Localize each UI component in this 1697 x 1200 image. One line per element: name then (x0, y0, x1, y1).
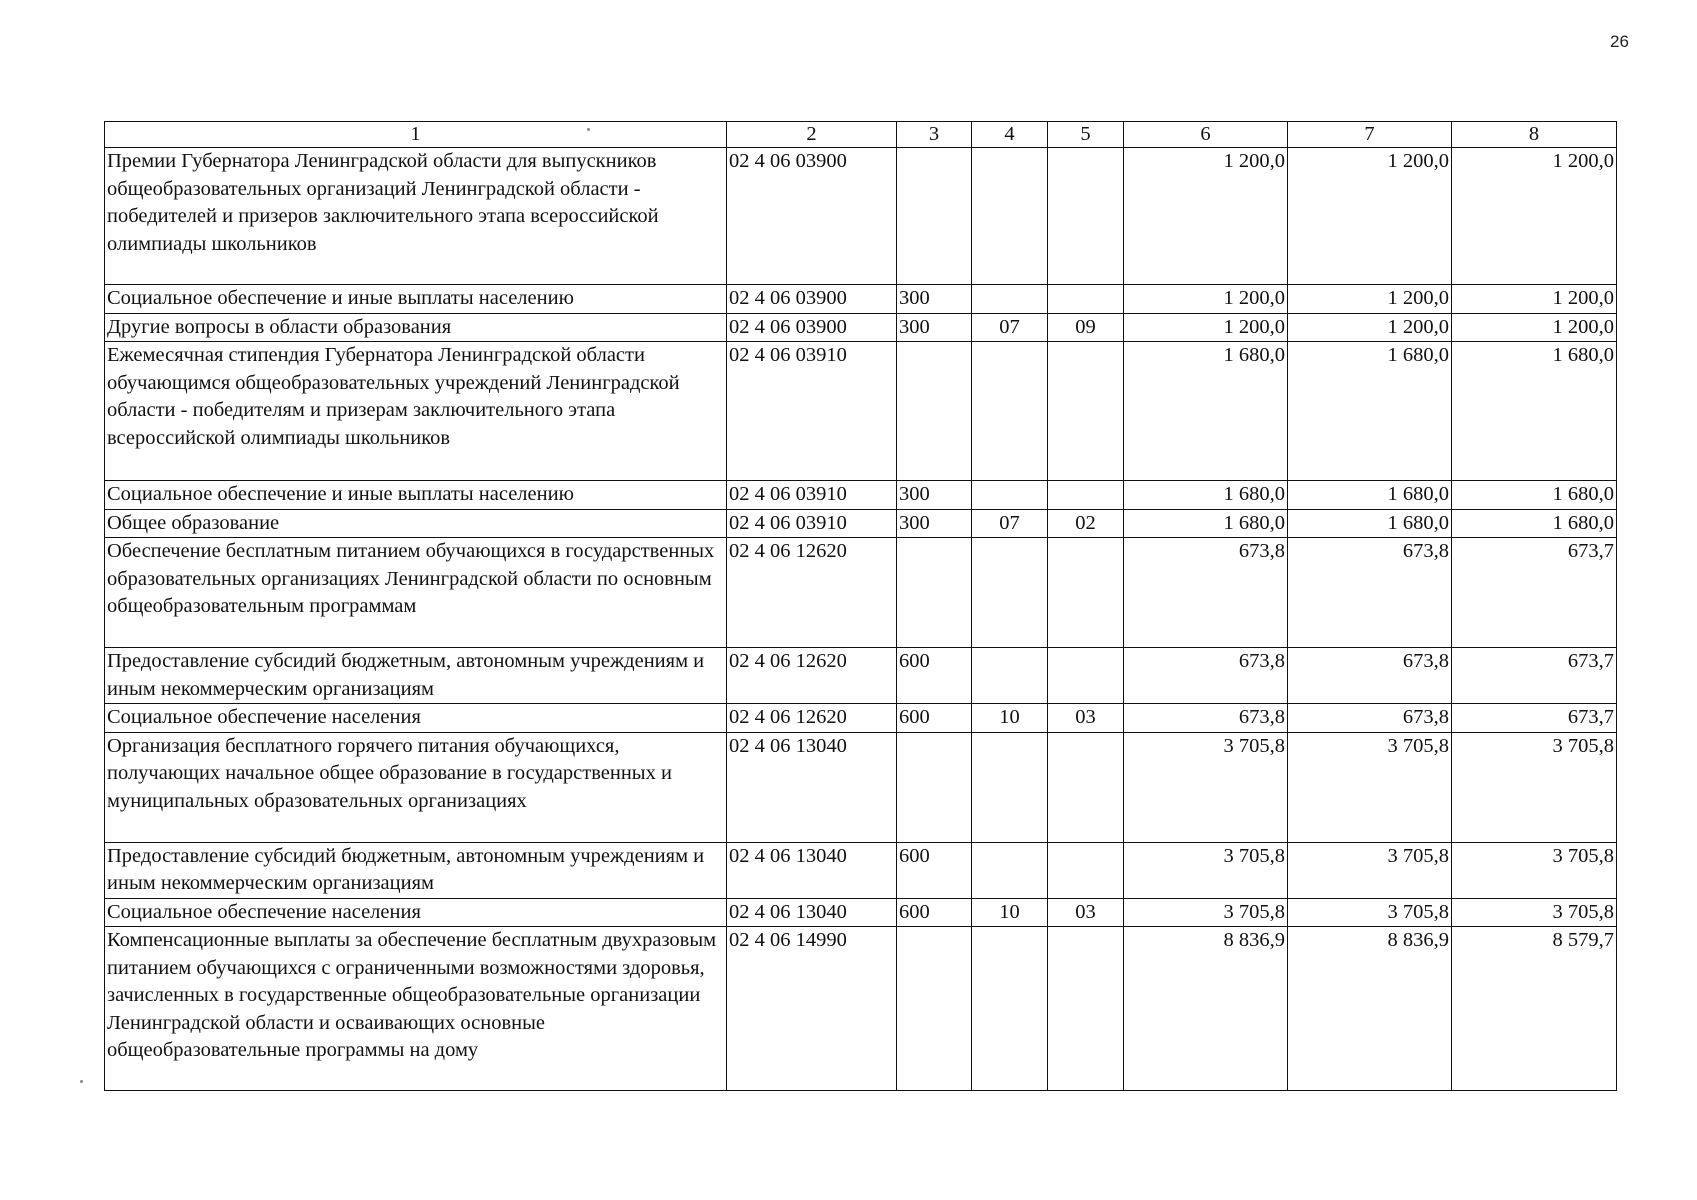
row-value-7: 1 680,0 (1288, 481, 1452, 510)
row-subsection (1048, 148, 1124, 285)
row-section (972, 927, 1048, 1091)
row-section (972, 148, 1048, 285)
row-subsection (1048, 842, 1124, 898)
row-value-8: 1 200,0 (1452, 148, 1617, 285)
row-subsection: 02 (1048, 509, 1124, 538)
row-code: 02 4 06 03910 (727, 509, 897, 538)
row-code: 02 4 06 13040 (727, 898, 897, 927)
row-value-7: 1 680,0 (1288, 342, 1452, 481)
row-value-8: 3 705,8 (1452, 842, 1617, 898)
table-row (105, 342, 1617, 481)
row-type-code: 300 (897, 481, 972, 510)
budget-table (104, 121, 1617, 1091)
row-value-8: 1 680,0 (1452, 481, 1617, 510)
table-row (105, 648, 1617, 704)
header-cell: 1 (105, 122, 727, 148)
row-section: 10 (972, 898, 1048, 927)
row-subsection (1048, 285, 1124, 314)
row-code: 02 4 06 03900 (727, 313, 897, 342)
row-code: 02 4 06 03900 (727, 148, 897, 285)
row-type-code: 600 (897, 704, 972, 733)
row-value-8: 1 200,0 (1452, 285, 1617, 314)
row-code: 02 4 06 03910 (727, 481, 897, 510)
row-section (972, 648, 1048, 704)
table-row (105, 313, 1617, 342)
row-type-code (897, 732, 972, 842)
row-value-6: 1 200,0 (1124, 285, 1288, 314)
row-name: Ежемесячная стипендия Губернатора Ленинградской области обучающимся общеобразовательных учреждений Ленинградской области - победителям и призерам заключительного этапа всероссийской олимпиады школьников (105, 342, 727, 481)
row-name: Обеспечение бесплатным питанием обучающихся в государственных образовательных организациях Ленинградской области по основным общеобразовательным программам (105, 538, 727, 648)
row-name: Социальное обеспечение населения (105, 898, 727, 927)
row-code: 02 4 06 14990 (727, 927, 897, 1091)
row-value-8: 673,7 (1452, 704, 1617, 733)
row-value-6: 3 705,8 (1124, 842, 1288, 898)
row-type-code: 600 (897, 898, 972, 927)
row-value-8: 673,7 (1452, 648, 1617, 704)
row-section: 10 (972, 704, 1048, 733)
row-code: 02 4 06 03910 (727, 342, 897, 481)
scan-speck (80, 1080, 83, 1083)
table-row (105, 927, 1617, 1091)
header-cell: 2 (727, 122, 897, 148)
row-value-6: 673,8 (1124, 648, 1288, 704)
row-name: Предоставление субсидий бюджетным, автономным учреждениям и иным некоммерческим организациям (105, 648, 727, 704)
row-subsection (1048, 538, 1124, 648)
row-code: 02 4 06 03900 (727, 285, 897, 314)
table-row (105, 704, 1617, 733)
row-subsection: 03 (1048, 704, 1124, 733)
header-cell: 3 (897, 122, 972, 148)
row-type-code: 300 (897, 313, 972, 342)
row-section (972, 538, 1048, 648)
row-name: Социальное обеспечение и иные выплаты населению (105, 285, 727, 314)
row-subsection (1048, 648, 1124, 704)
row-subsection: 09 (1048, 313, 1124, 342)
table-row (105, 842, 1617, 898)
row-section (972, 285, 1048, 314)
row-name: Организация бесплатного горячего питания обучающихся, получающих начальное общее образование в государственных и муниципальных образовательных организациях (105, 732, 727, 842)
row-name: Компенсационные выплаты за обеспечение бесплатным двухразовым питанием обучающихся с ограниченными возможностями здоровья, зачисленных в государственные общеобразовательные организации Ленинградской области и осваивающих основные общеобразовательные программы на дому (105, 927, 727, 1091)
row-value-7: 3 705,8 (1288, 898, 1452, 927)
header-cell: 6 (1124, 122, 1288, 148)
row-name: Предоставление субсидий бюджетным, автономным учреждениям и иным некоммерческим организациям (105, 842, 727, 898)
row-value-8: 1 680,0 (1452, 509, 1617, 538)
row-section: 07 (972, 313, 1048, 342)
row-subsection (1048, 481, 1124, 510)
header-row (105, 122, 1617, 148)
row-name: Общее образование (105, 509, 727, 538)
row-value-7: 8 836,9 (1288, 927, 1452, 1091)
row-code: 02 4 06 12620 (727, 704, 897, 733)
row-value-6: 3 705,8 (1124, 732, 1288, 842)
row-value-7: 673,8 (1288, 704, 1452, 733)
row-section: 07 (972, 509, 1048, 538)
row-value-7: 1 200,0 (1288, 313, 1452, 342)
row-type-code: 600 (897, 842, 972, 898)
header-cell: 8 (1452, 122, 1617, 148)
row-value-8: 3 705,8 (1452, 732, 1617, 842)
page-number: 26 (1610, 32, 1629, 51)
row-section (972, 342, 1048, 481)
row-section (972, 732, 1048, 842)
row-value-6: 673,8 (1124, 538, 1288, 648)
table-row (105, 285, 1617, 314)
row-name: Другие вопросы в области образования (105, 313, 727, 342)
row-type-code (897, 538, 972, 648)
row-subsection (1048, 927, 1124, 1091)
row-code: 02 4 06 13040 (727, 732, 897, 842)
row-type-code: 300 (897, 509, 972, 538)
row-name: Социальное обеспечение населения (105, 704, 727, 733)
row-value-6: 1 200,0 (1124, 313, 1288, 342)
table-row (105, 732, 1617, 842)
row-value-8: 3 705,8 (1452, 898, 1617, 927)
table-row (105, 481, 1617, 510)
row-subsection (1048, 342, 1124, 481)
row-value-7: 1 200,0 (1288, 148, 1452, 285)
row-value-6: 1 680,0 (1124, 481, 1288, 510)
row-value-7: 3 705,8 (1288, 842, 1452, 898)
row-value-8: 8 579,7 (1452, 927, 1617, 1091)
row-value-8: 1 200,0 (1452, 313, 1617, 342)
row-value-7: 673,8 (1288, 648, 1452, 704)
row-section (972, 481, 1048, 510)
row-value-6: 8 836,9 (1124, 927, 1288, 1091)
table-row (105, 538, 1617, 648)
row-value-7: 3 705,8 (1288, 732, 1452, 842)
row-type-code (897, 927, 972, 1091)
row-type-code: 300 (897, 285, 972, 314)
header-cell: 7 (1288, 122, 1452, 148)
row-subsection (1048, 732, 1124, 842)
header-cell: 4 (972, 122, 1048, 148)
row-value-6: 3 705,8 (1124, 898, 1288, 927)
row-code: 02 4 06 12620 (727, 538, 897, 648)
row-code: 02 4 06 13040 (727, 842, 897, 898)
table-row (105, 148, 1617, 285)
row-value-8: 673,7 (1452, 538, 1617, 648)
row-value-7: 1 200,0 (1288, 285, 1452, 314)
row-value-6: 1 680,0 (1124, 342, 1288, 481)
row-type-code (897, 148, 972, 285)
row-value-6: 673,8 (1124, 704, 1288, 733)
row-type-code (897, 342, 972, 481)
table-row (105, 898, 1617, 927)
row-type-code: 600 (897, 648, 972, 704)
row-value-6: 1 200,0 (1124, 148, 1288, 285)
row-value-6: 1 680,0 (1124, 509, 1288, 538)
row-value-7: 1 680,0 (1288, 509, 1452, 538)
table-row (105, 509, 1617, 538)
row-name: Премии Губернатора Ленинградской области для выпускников общеобразовательных организаций Ленинградской области - победителей и призеров заключительного этапа всероссийской олимпиады школьников (105, 148, 727, 285)
header-cell: 5 (1048, 122, 1124, 148)
row-section (972, 842, 1048, 898)
row-value-8: 1 680,0 (1452, 342, 1617, 481)
scan-speck (587, 128, 590, 131)
row-name: Социальное обеспечение и иные выплаты населению (105, 481, 727, 510)
row-code: 02 4 06 12620 (727, 648, 897, 704)
row-subsection: 03 (1048, 898, 1124, 927)
row-value-7: 673,8 (1288, 538, 1452, 648)
